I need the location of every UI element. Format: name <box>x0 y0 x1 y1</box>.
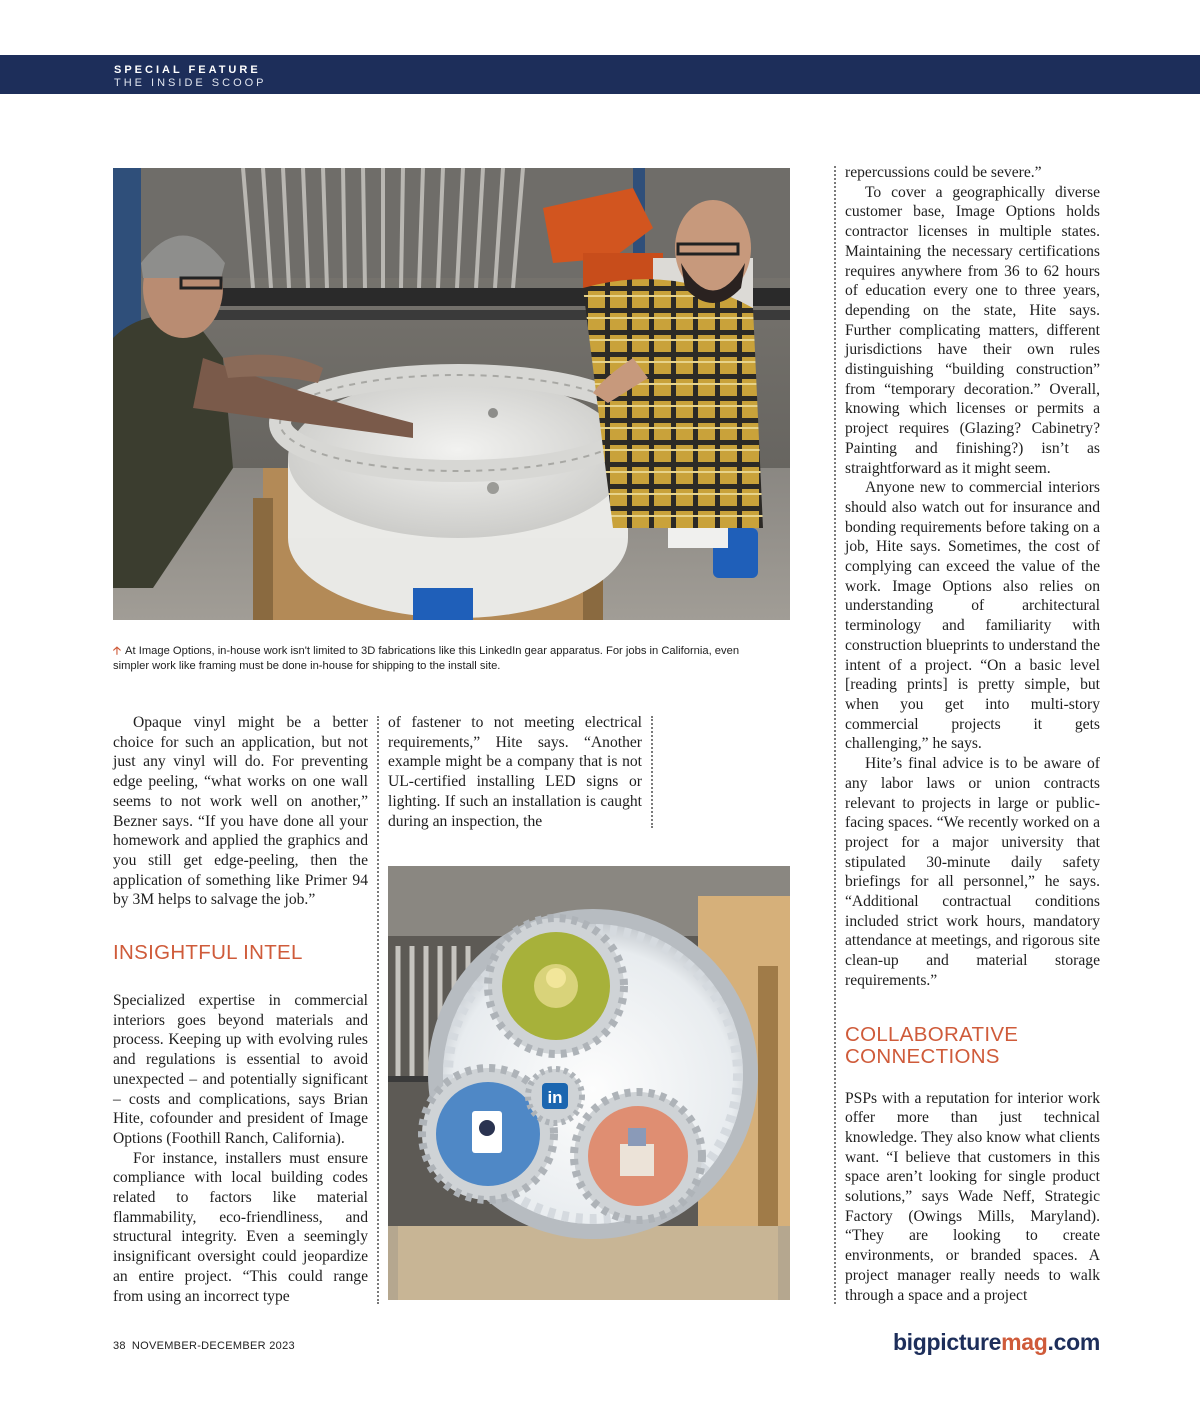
section-title: THE INSIDE SCOOP <box>114 77 267 89</box>
section-heading-line: COLLABORATIVE <box>845 1022 1019 1046</box>
paragraph: PSPs with a reputation for interior work offer more than just technical knowledge. They also know what clients want. “I believe that customers in this space aren’t looking for single product solutions,” says Wade Neff, Strategic Factory (Owings Mills, Maryland). “They are looking to create environments, or branded spaces. A project manager really needs to walk through a space and a project <box>845 1089 1100 1304</box>
section-heading-line: CONNECTIONS <box>845 1044 1000 1068</box>
column-divider <box>834 166 836 1304</box>
caption-text: At Image Options, in-house work isn't limited to 3D fabrications like this LinkedIn gear apparatus. For jobs in California, even simpler work like framing must be done in-house for shipping to the install site. <box>113 645 740 672</box>
paragraph: To cover a geographically diverse customer base, Image Options holds contractor licenses in multiple states. Maintaining the necessary certifications requires anywhere from 36 to 62 hours of education every one to three years, depending on the state, Hite says. Further complicating matters, different jurisdictions have their own rules distinguishing “building construction” from “temporary decoration.” Overall, knowing which licenses or permits a project requires (Glazing? Cabinetry? Painting and finishing?) isn’t as straightforward as it might seem. <box>845 183 1100 477</box>
caption-arrow-icon: 🡡 <box>113 645 122 657</box>
workshop-photo <box>113 168 790 620</box>
workshop-photo-illustration <box>113 168 790 620</box>
paragraph: repercussions could be severe.” <box>845 164 1042 181</box>
website-name-part: mag <box>1001 1329 1048 1355</box>
section-heading <box>845 1024 1100 1068</box>
issue-date: NOVEMBER-DECEMBER 2023 <box>131 1340 295 1352</box>
section-heading: INSIGHTFUL INTEL <box>113 941 303 965</box>
linkedin-logo-text: in <box>547 1088 563 1107</box>
page-folio <box>113 1340 295 1352</box>
paragraph: of fastener to not meeting electrical requirements,” Hite says. “Another example might be a company that is not UL-certified installing LED signs or lighting. If such an installation is caught during an inspection, the <box>388 714 642 830</box>
article-column-right <box>845 163 1100 1305</box>
website-link[interactable] <box>893 1329 1100 1356</box>
column-divider <box>377 716 379 1304</box>
paragraph: Specialized expertise in commercial interiors goes beyond materials and process. Keeping up with evolving rules and regulations is essential to avoid unexpected – and potentially significant – costs and complications, says Brian Hite, cofounder and president of Image Options (Foothill Ranch, California). <box>113 992 368 1147</box>
gear-display-photo <box>388 866 790 1300</box>
website-name-part: bigpicture <box>892 1329 1002 1355</box>
paragraph: Anyone new to commercial interiors should also watch out for insurance and bonding requirements before taking on a job, Hite says. Sometimes, the cost of complying can exceed the value of the work. Image Options also relies on understanding of architectural terminology and familiarity with construction blueprints to understand the intent of a project. “On a basic level [reading prints] is pretty simple, but when you get into multi-story commercial projects it gets challenging,” he says. <box>845 479 1100 753</box>
page-number: 38 <box>113 1340 126 1352</box>
article-column-left <box>113 713 368 1306</box>
paragraph: Hite’s final advice is to be aware of any labor laws or union contracts relevant to projects in large or public-facing spaces. “We recently worked on a project for a major university that stipulated 30-minute daily safety briefings for all personnel,” he says. “Additional contractual conditions included strict work hours, mandatory attendance at meetings, and rigorous site clean-up and material storage requirements.” <box>845 755 1100 989</box>
header-bar <box>0 55 1200 94</box>
paragraph: For instance, installers must ensure compliance with local building codes related to factors like material flammability, eco-friendliness, and structural integrity. Even a seemingly insignificant oversight could jeopardize an entire project. “This could range from using an incorrect type <box>113 1149 368 1305</box>
website-domain-part: .com <box>1047 1329 1100 1355</box>
section-kicker: SPECIAL FEATURE <box>114 64 261 76</box>
gear-display-illustration <box>388 866 790 1300</box>
article-column-middle <box>388 713 642 831</box>
paragraph: Opaque vinyl might be a better choice for such an application, but not just any vinyl will do. For preventing edge peeling, “what works on one wall seems to not work well on another,” Bezner says. “If you have done all your homework and applied the graphics and you still get edge-peeling, then the application of something like Primer 94 by 3M helps to salvage the job.” <box>113 714 368 909</box>
column-divider <box>651 716 653 828</box>
photo-caption <box>113 644 778 674</box>
